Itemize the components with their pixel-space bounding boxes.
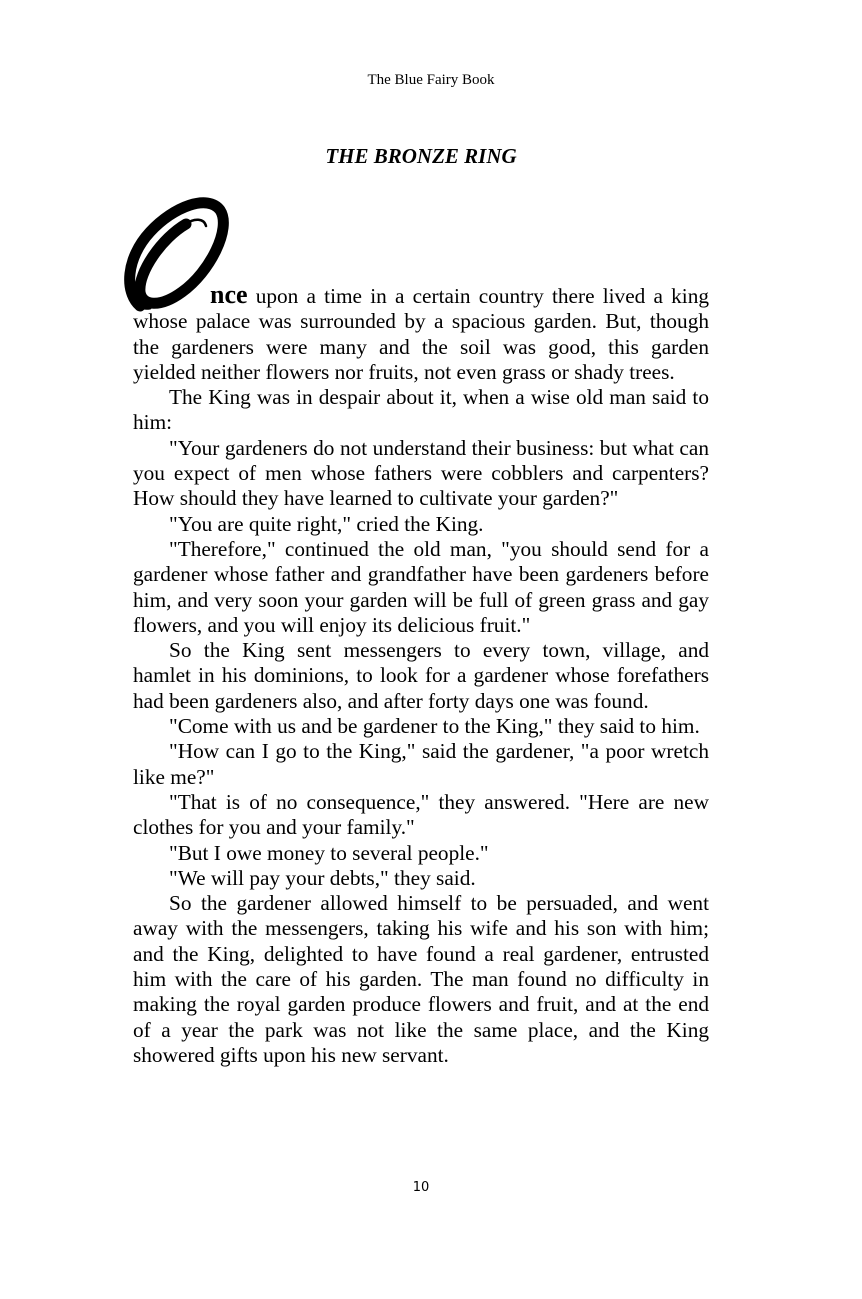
chapter-title: THE BRONZE RING [325, 144, 517, 168]
paragraph: The King was in despair about it, when a wise old man said to him: [133, 385, 709, 435]
paragraph: "Come with us and be gardener to the King," they said to him. [169, 714, 700, 739]
running-head: The Blue Fairy Book [367, 72, 495, 88]
paragraph: "Your gardeners do not understand their business: but what can you expect of men whose fathers were cobblers and carpenters? How should they have learned to cultivate your garden?" [133, 435, 709, 511]
paragraph: "But I owe money to several people." [169, 840, 489, 865]
paragraph: "You are quite right," cried the King. [169, 511, 484, 536]
paragraph: "That is of no consequence," they answered. "Here are new clothes for you and your family." [133, 789, 709, 840]
paragraph-1 [133, 282, 709, 385]
paragraph: So the King sent messengers to every town, village, and hamlet in his dominions, to look for a gardener whose forefathers had been gardeners also, and after forty days one was found. [133, 638, 709, 713]
paragraph: "Therefore," continued the old man, "you should send for a gardener whose father and grandfather have been gardeners before him, and very soon your garden will be full of green grass and gay flowers, and you will enjoy its delicious fruit." [133, 536, 709, 637]
paragraph: "We will pay your debts," they said. [169, 865, 476, 890]
paragraph: So the gardener allowed himself to be persuaded, and went away with the messengers, taking his wife and his son with him; and the King, delighted to have found a real gardener, entrusted him with the care of his garden. The man found no difficulty in making the royal garden produce flowers and fruit, and at the end of a year the park was not like the same place, and the King showered gifts upon his new servant. [133, 891, 709, 1067]
drop-cap-rest: nce [210, 280, 248, 309]
paragraph: "How can I go to the King," said the gardener, "a poor wretch like me?" [133, 739, 709, 789]
page-number: 10 [412, 1180, 430, 1195]
paragraph-1-text: upon a time in a certain country there lived a king whose palace was surrounded by a spacious garden. But, though the gardeners were many and the soil was good, this garden yielded neither flowers nor fruits, not even grass or shady trees. [133, 284, 709, 384]
body-text [133, 282, 709, 1068]
